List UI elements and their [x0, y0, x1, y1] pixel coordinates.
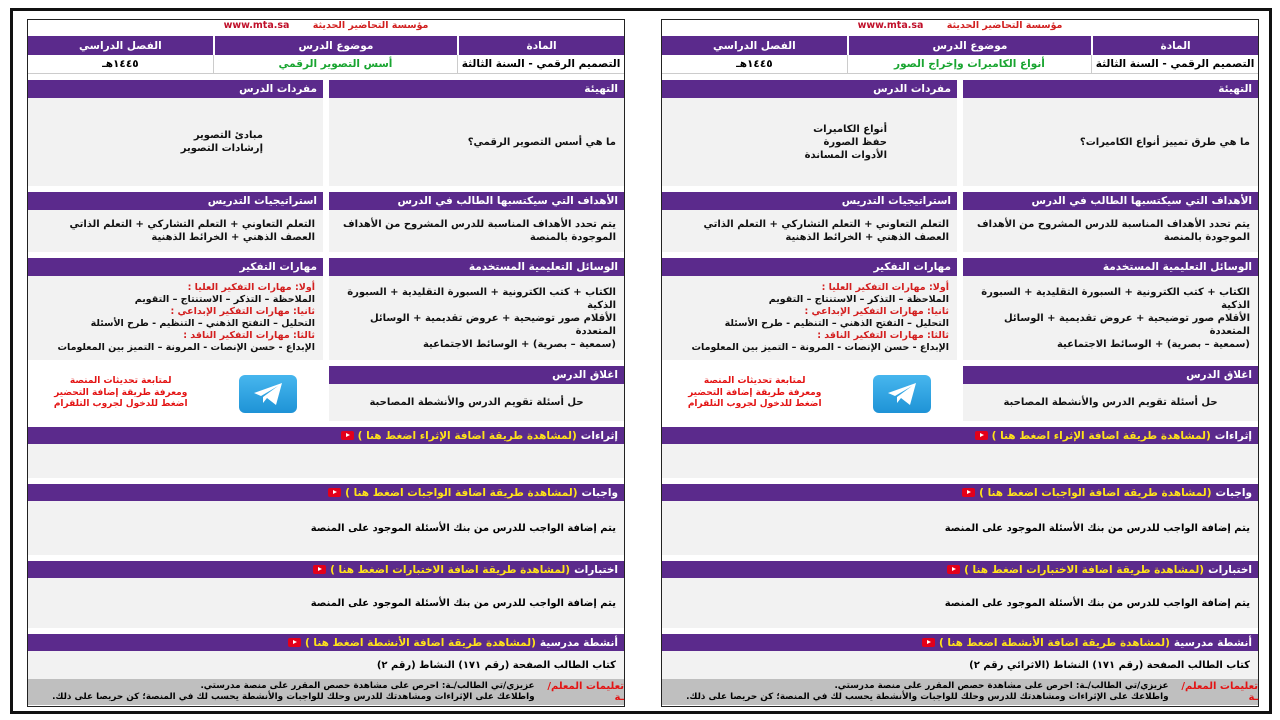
tests-section — [28, 561, 624, 628]
homework-section — [28, 484, 624, 555]
activities-text: كتاب الطالب الصفحة (رقم ١٧١) النشاط (رقم ٢) — [376, 659, 616, 671]
closing-text: حل أسئلة تقويم الدرس والأنشطة المصاحبة — [1003, 397, 1218, 408]
topic-header: موضوع الدرس — [847, 36, 1091, 55]
vocab-title: مفردات الدرس — [662, 80, 957, 98]
subject-header: المادة — [1091, 36, 1258, 55]
instructions-line: عزيزي/تي الطالب/ـة: احرص على مشاهدة حصص المقرر على منصة مدرستي. — [200, 681, 535, 692]
tools-title: الوسائل التعليمية المستخدمة — [329, 258, 624, 276]
vocab-box — [28, 80, 323, 186]
thinking-box — [28, 258, 323, 360]
subject-value: التصميم الرقمي - السنة الثالثة — [457, 55, 624, 73]
strategies-text — [28, 210, 323, 252]
tests-link[interactable]: (لمشاهدة طريقة اضافة الاختبارات اضغط هنا ) — [964, 563, 1205, 576]
closing-title: اغلاق الدرس — [329, 366, 624, 384]
activities-link[interactable]: (لمشاهدة طريقة اضافة الأنشطة اضغط هنا ) — [304, 636, 536, 649]
document-frame — [10, 8, 1272, 714]
info-header — [662, 36, 1258, 55]
activities-section — [28, 634, 624, 679]
lesson-plan-page-1 — [661, 19, 1259, 707]
thinking-heading: أولا: مهارات التفكير العليا : — [821, 282, 949, 294]
vocab-item: إرشادات التصوير — [180, 143, 263, 154]
activities-section — [662, 634, 1258, 679]
org-name: مؤسسة التحاضير الحديثة — [312, 20, 429, 31]
topic-value: أنواع الكاميرات وإخراج الصور — [847, 55, 1091, 73]
strategies-title: استراتيجيات التدريس — [28, 192, 323, 210]
site-url[interactable]: www.mta.sa — [223, 20, 290, 31]
thinking-heading: ثالثا: مهارات التفكير الناقد : — [817, 329, 949, 341]
telegram-line: ومعرفة طريقة إضافة التحضير — [688, 387, 822, 398]
tools-line: (سمعية – بصرية) + الوسائط الاجتماعية — [422, 338, 616, 350]
term-header: الفصل الدراسي — [79, 39, 162, 52]
youtube-icon[interactable] — [975, 431, 988, 440]
vocab-item: حفظ الصورة — [823, 136, 887, 148]
homework-title: واجبات — [1215, 486, 1252, 499]
activities-title: أنشطة مدرسية — [539, 636, 618, 649]
telegram-box[interactable] — [28, 366, 323, 421]
homework-title: واجبات — [581, 486, 618, 499]
youtube-icon[interactable] — [328, 488, 341, 497]
goals-text: يتم تحدد الأهداف المناسبة للدرس المشروح من الأهداف الموجودة بالمنصة — [977, 219, 1250, 243]
info-values — [28, 55, 624, 74]
tests-link[interactable]: (لمشاهدة طريقة اضافة الاختبارات اضغط هنا ) — [330, 563, 571, 576]
telegram-line: ومعرفة طريقة إضافة التحضير — [54, 387, 188, 398]
strategies-line: العصف الذهني + الخرائط الذهنية — [151, 232, 315, 243]
tests-title: اختبارات — [1208, 563, 1252, 576]
warmup-title: التهيئة — [329, 80, 624, 98]
enrich-section — [662, 427, 1258, 478]
instructions-line: واطلاعك على الإثراءات ومشاهدتك للدرس وحلك للواجبات والأنشطة يحسب لك في المنصة؛ كن حريصا على ذلك. — [52, 692, 535, 702]
warmup-box — [329, 80, 624, 186]
thinking-line: التحليل – التفتح الذهني – التنظيم - طرح الأسئلة — [724, 318, 949, 329]
subject-header: المادة — [457, 36, 624, 55]
vocab-list — [662, 98, 957, 186]
topic-header: موضوع الدرس — [213, 36, 457, 55]
tests-text: يتم إضافة الواجب للدرس من بنك الأسئلة الموجود على المنصة — [310, 597, 616, 609]
tests-text: يتم إضافة الواجب للدرس من بنك الأسئلة الموجود على المنصة — [944, 597, 1250, 609]
teacher-instructions — [662, 679, 1258, 705]
thinking-heading: ثانيا: مهارات التفكير الإبداعي : — [170, 306, 315, 318]
telegram-icon[interactable] — [239, 375, 297, 413]
enrich-link[interactable]: (لمشاهدة طريقة اضافة الإثراء اضغط هنا ) — [357, 429, 577, 442]
tools-box — [329, 258, 624, 360]
vocab-item: مبادئ التصوير — [193, 130, 263, 141]
closing-box — [963, 366, 1258, 421]
vocab-item: الأدوات المساندة — [804, 149, 887, 161]
goals-title: الأهداف التي سيكتسبها الطالب في الدرس — [329, 192, 624, 210]
tools-line: الأقلام صور توضيحية + عروض تقديمية + الوسائل المتعددة — [1003, 312, 1250, 337]
telegram-text[interactable] — [688, 376, 822, 411]
tools-line: (سمعية – بصرية) + الوسائط الاجتماعية — [1056, 338, 1250, 350]
instructions-text — [28, 679, 541, 705]
warmup-text: ما هي طرق تمييز أنواع الكاميرات؟ — [1079, 136, 1250, 148]
goals-box — [963, 192, 1258, 252]
thinking-heading: أولا: مهارات التفكير العليا : — [187, 282, 315, 294]
instructions-text — [662, 679, 1175, 705]
term-value: ١٤٤٥هـ — [102, 58, 139, 70]
activities-text: كتاب الطالب الصفحة (رقم ١٧١) النشاط (الاثرائي رقم ٢) — [969, 659, 1250, 671]
tools-line: الأقلام صور توضيحية + عروض تقديمية + الوسائل المتعددة — [369, 312, 616, 337]
tools-text — [963, 276, 1258, 360]
telegram-icon[interactable] — [873, 375, 931, 413]
instructions-label: تعليمات المعلم/ـة — [541, 679, 624, 705]
goals-title: الأهداف التي سيكتسبها الطالب في الدرس — [963, 192, 1258, 210]
org-name: مؤسسة التحاضير الحديثة — [946, 20, 1063, 31]
homework-link[interactable]: (لمشاهدة طريقة اضافة الواجبات اضغط هنا ) — [979, 486, 1212, 499]
term-value: ١٤٤٥هـ — [736, 58, 773, 70]
telegram-line: لمتابعة تحديثات المنصة — [703, 375, 806, 386]
vocab-title: مفردات الدرس — [28, 80, 323, 98]
youtube-icon[interactable] — [947, 565, 960, 574]
youtube-icon[interactable] — [313, 565, 326, 574]
youtube-icon[interactable] — [962, 488, 975, 497]
tests-title: اختبارات — [574, 563, 618, 576]
thinking-line: الإبداع - حسن الإنصات - المرونة – التميز بين المعلومات — [57, 341, 315, 353]
youtube-icon[interactable] — [288, 638, 301, 647]
goals-text: يتم تحدد الأهداف المناسبة للدرس المشروح من الأهداف الموجودة بالمنصة — [343, 219, 616, 243]
strategies-box — [28, 192, 323, 252]
header-line — [662, 20, 1258, 36]
thinking-heading: ثالثا: مهارات التفكير الناقد : — [183, 329, 315, 341]
info-values — [662, 55, 1258, 74]
site-url[interactable]: www.mta.sa — [857, 20, 924, 31]
thinking-box — [662, 258, 957, 360]
thinking-heading: ثانيا: مهارات التفكير الإبداعي : — [804, 306, 949, 318]
thinking-line: التحليل – التفتح الذهني – التنظيم - طرح الأسئلة — [90, 318, 315, 329]
tools-title: الوسائل التعليمية المستخدمة — [963, 258, 1258, 276]
teacher-instructions — [28, 679, 624, 705]
lesson-plan-page-2 — [27, 19, 625, 707]
enrich-title: إثراءات — [1214, 429, 1252, 442]
tests-section — [662, 561, 1258, 628]
tools-box — [963, 258, 1258, 360]
thinking-title: مهارات التفكير — [28, 258, 323, 276]
vocab-box — [662, 80, 957, 186]
goals-box — [329, 192, 624, 252]
instructions-line: واطلاعك على الإثراءات ومشاهدتك للدرس وحلك للواجبات والأنشطة يحسب لك في المنصة؛ كن حريصا على ذلك. — [686, 692, 1169, 702]
topic-value: أسس التصوير الرقمي — [213, 55, 457, 73]
homework-text: يتم إضافة الواجب للدرس من بنك الأسئلة الموجود على المنصة — [944, 522, 1250, 534]
instructions-label: تعليمات المعلم/ـة — [1175, 679, 1258, 705]
warmup-title: التهيئة — [963, 80, 1258, 98]
telegram-line: اضغط للدخول لجروب التلقرام — [53, 399, 188, 410]
enrich-title: إثراءات — [580, 429, 618, 442]
enrich-body — [28, 444, 624, 478]
thinking-line: الملاحظة – التذكر – الاستنتاج – التقويم — [768, 294, 949, 306]
tools-line: الكتاب + كتب الكترونية + السبورة التقليدية + السبورة الذكية — [981, 286, 1250, 311]
thinking-line: الإبداع - حسن الإنصات - المرونة – التميز بين المعلومات — [691, 341, 949, 353]
activities-title: أنشطة مدرسية — [1173, 636, 1252, 649]
homework-section — [662, 484, 1258, 555]
vocab-list — [28, 98, 323, 186]
vocab-item: أنواع الكاميرات — [813, 123, 887, 135]
tools-line: الكتاب + كتب الكترونية + السبورة التقليدية + السبورة الذكية — [347, 286, 616, 311]
closing-title: اغلاق الدرس — [963, 366, 1258, 384]
thinking-line: الملاحظة – التذكر – الاستنتاج – التقويم — [134, 294, 315, 306]
telegram-box[interactable] — [662, 366, 957, 421]
telegram-line: اضغط للدخول لجروب التلقرام — [687, 399, 822, 410]
strategies-text — [662, 210, 957, 252]
activities-link[interactable]: (لمشاهدة طريقة اضافة الأنشطة اضغط هنا ) — [938, 636, 1170, 649]
enrich-section — [28, 427, 624, 478]
youtube-icon[interactable] — [922, 638, 935, 647]
info-header — [28, 36, 624, 55]
subject-value: التصميم الرقمي - السنة الثالثة — [1091, 55, 1258, 73]
thinking-title: مهارات التفكير — [662, 258, 957, 276]
warmup-text: ما هي أسس التصوير الرقمي؟ — [467, 136, 616, 148]
closing-box — [329, 366, 624, 421]
term-header: الفصل الدراسي — [713, 39, 796, 52]
closing-text: حل أسئلة تقويم الدرس والأنشطة المصاحبة — [369, 397, 584, 408]
thinking-text — [28, 276, 323, 360]
header-line — [28, 20, 624, 36]
homework-link[interactable]: (لمشاهدة طريقة اضافة الواجبات اضغط هنا ) — [345, 486, 578, 499]
strategies-box — [662, 192, 957, 252]
strategies-line: التعلم التعاوني + التعلم التشاركي + التعلم الذاتي — [703, 219, 949, 230]
enrich-link[interactable]: (لمشاهدة طريقة اضافة الإثراء اضغط هنا ) — [991, 429, 1211, 442]
enrich-body — [662, 444, 1258, 478]
thinking-text — [662, 276, 957, 360]
instructions-line: عزيزي/تي الطالب/ـة: احرص على مشاهدة حصص المقرر على منصة مدرستي. — [834, 681, 1169, 692]
strategies-title: استراتيجيات التدريس — [662, 192, 957, 210]
strategies-line: العصف الذهني + الخرائط الذهنية — [785, 232, 949, 243]
homework-text: يتم إضافة الواجب للدرس من بنك الأسئلة الموجود على المنصة — [310, 522, 616, 534]
tools-text — [329, 276, 624, 360]
telegram-text[interactable] — [54, 376, 188, 411]
telegram-line: لمتابعة تحديثات المنصة — [69, 375, 172, 386]
youtube-icon[interactable] — [341, 431, 354, 440]
strategies-line: التعلم التعاوني + التعلم التشاركي + التعلم الذاتي — [69, 219, 315, 230]
warmup-box — [963, 80, 1258, 186]
